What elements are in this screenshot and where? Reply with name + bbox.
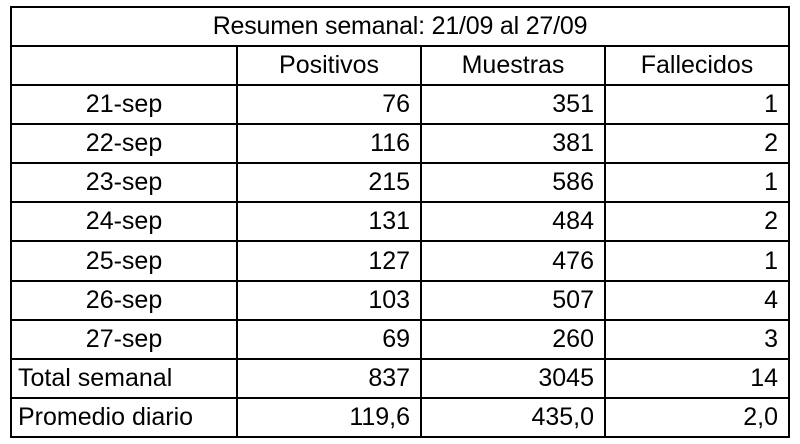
table-row-average: [11, 398, 789, 437]
row-date-label: 24-sep: [11, 202, 237, 241]
row-date-label: 22-sep: [11, 124, 237, 163]
cell-muestras: 586: [421, 163, 605, 202]
cell-fallecidos: 1: [605, 241, 789, 280]
header-corner-cell: [11, 46, 237, 85]
table-row: [11, 320, 789, 359]
total-positivos: 837: [237, 359, 421, 398]
row-date-label: 26-sep: [11, 281, 237, 320]
cell-fallecidos: 1: [605, 163, 789, 202]
table-row: [11, 163, 789, 202]
average-muestras: 435,0: [421, 398, 605, 437]
cell-fallecidos: 3: [605, 320, 789, 359]
total-fallecidos: 14: [605, 359, 789, 398]
table-row: [11, 281, 789, 320]
cell-positivos: 215: [237, 163, 421, 202]
cell-positivos: 76: [237, 85, 421, 124]
column-header-fallecidos: Fallecidos: [605, 46, 789, 85]
weekly-summary-table: [10, 6, 790, 438]
table-title: Resumen semanal: 21/09 al 27/09: [11, 7, 789, 46]
row-date-label: 23-sep: [11, 163, 237, 202]
total-row-label: Total semanal: [11, 359, 237, 398]
table-row: [11, 241, 789, 280]
column-header-muestras: Muestras: [421, 46, 605, 85]
cell-muestras: 381: [421, 124, 605, 163]
average-fallecidos: 2,0: [605, 398, 789, 437]
cell-positivos: 103: [237, 281, 421, 320]
cell-fallecidos: 4: [605, 281, 789, 320]
column-header-positivos: Positivos: [237, 46, 421, 85]
table-header-row: [11, 46, 789, 85]
cell-fallecidos: 1: [605, 85, 789, 124]
cell-muestras: 476: [421, 241, 605, 280]
cell-positivos: 116: [237, 124, 421, 163]
total-muestras: 3045: [421, 359, 605, 398]
row-date-label: 21-sep: [11, 85, 237, 124]
table-row: [11, 85, 789, 124]
cell-muestras: 260: [421, 320, 605, 359]
cell-muestras: 507: [421, 281, 605, 320]
table-title-row: [11, 7, 789, 46]
cell-positivos: 69: [237, 320, 421, 359]
cell-muestras: 351: [421, 85, 605, 124]
table-row-total: [11, 359, 789, 398]
table-row: [11, 124, 789, 163]
cell-fallecidos: 2: [605, 202, 789, 241]
cell-positivos: 131: [237, 202, 421, 241]
row-date-label: 25-sep: [11, 241, 237, 280]
cell-fallecidos: 2: [605, 124, 789, 163]
average-positivos: 119,6: [237, 398, 421, 437]
row-date-label: 27-sep: [11, 320, 237, 359]
cell-muestras: 484: [421, 202, 605, 241]
cell-positivos: 127: [237, 241, 421, 280]
average-row-label: Promedio diario: [11, 398, 237, 437]
table-row: [11, 202, 789, 241]
